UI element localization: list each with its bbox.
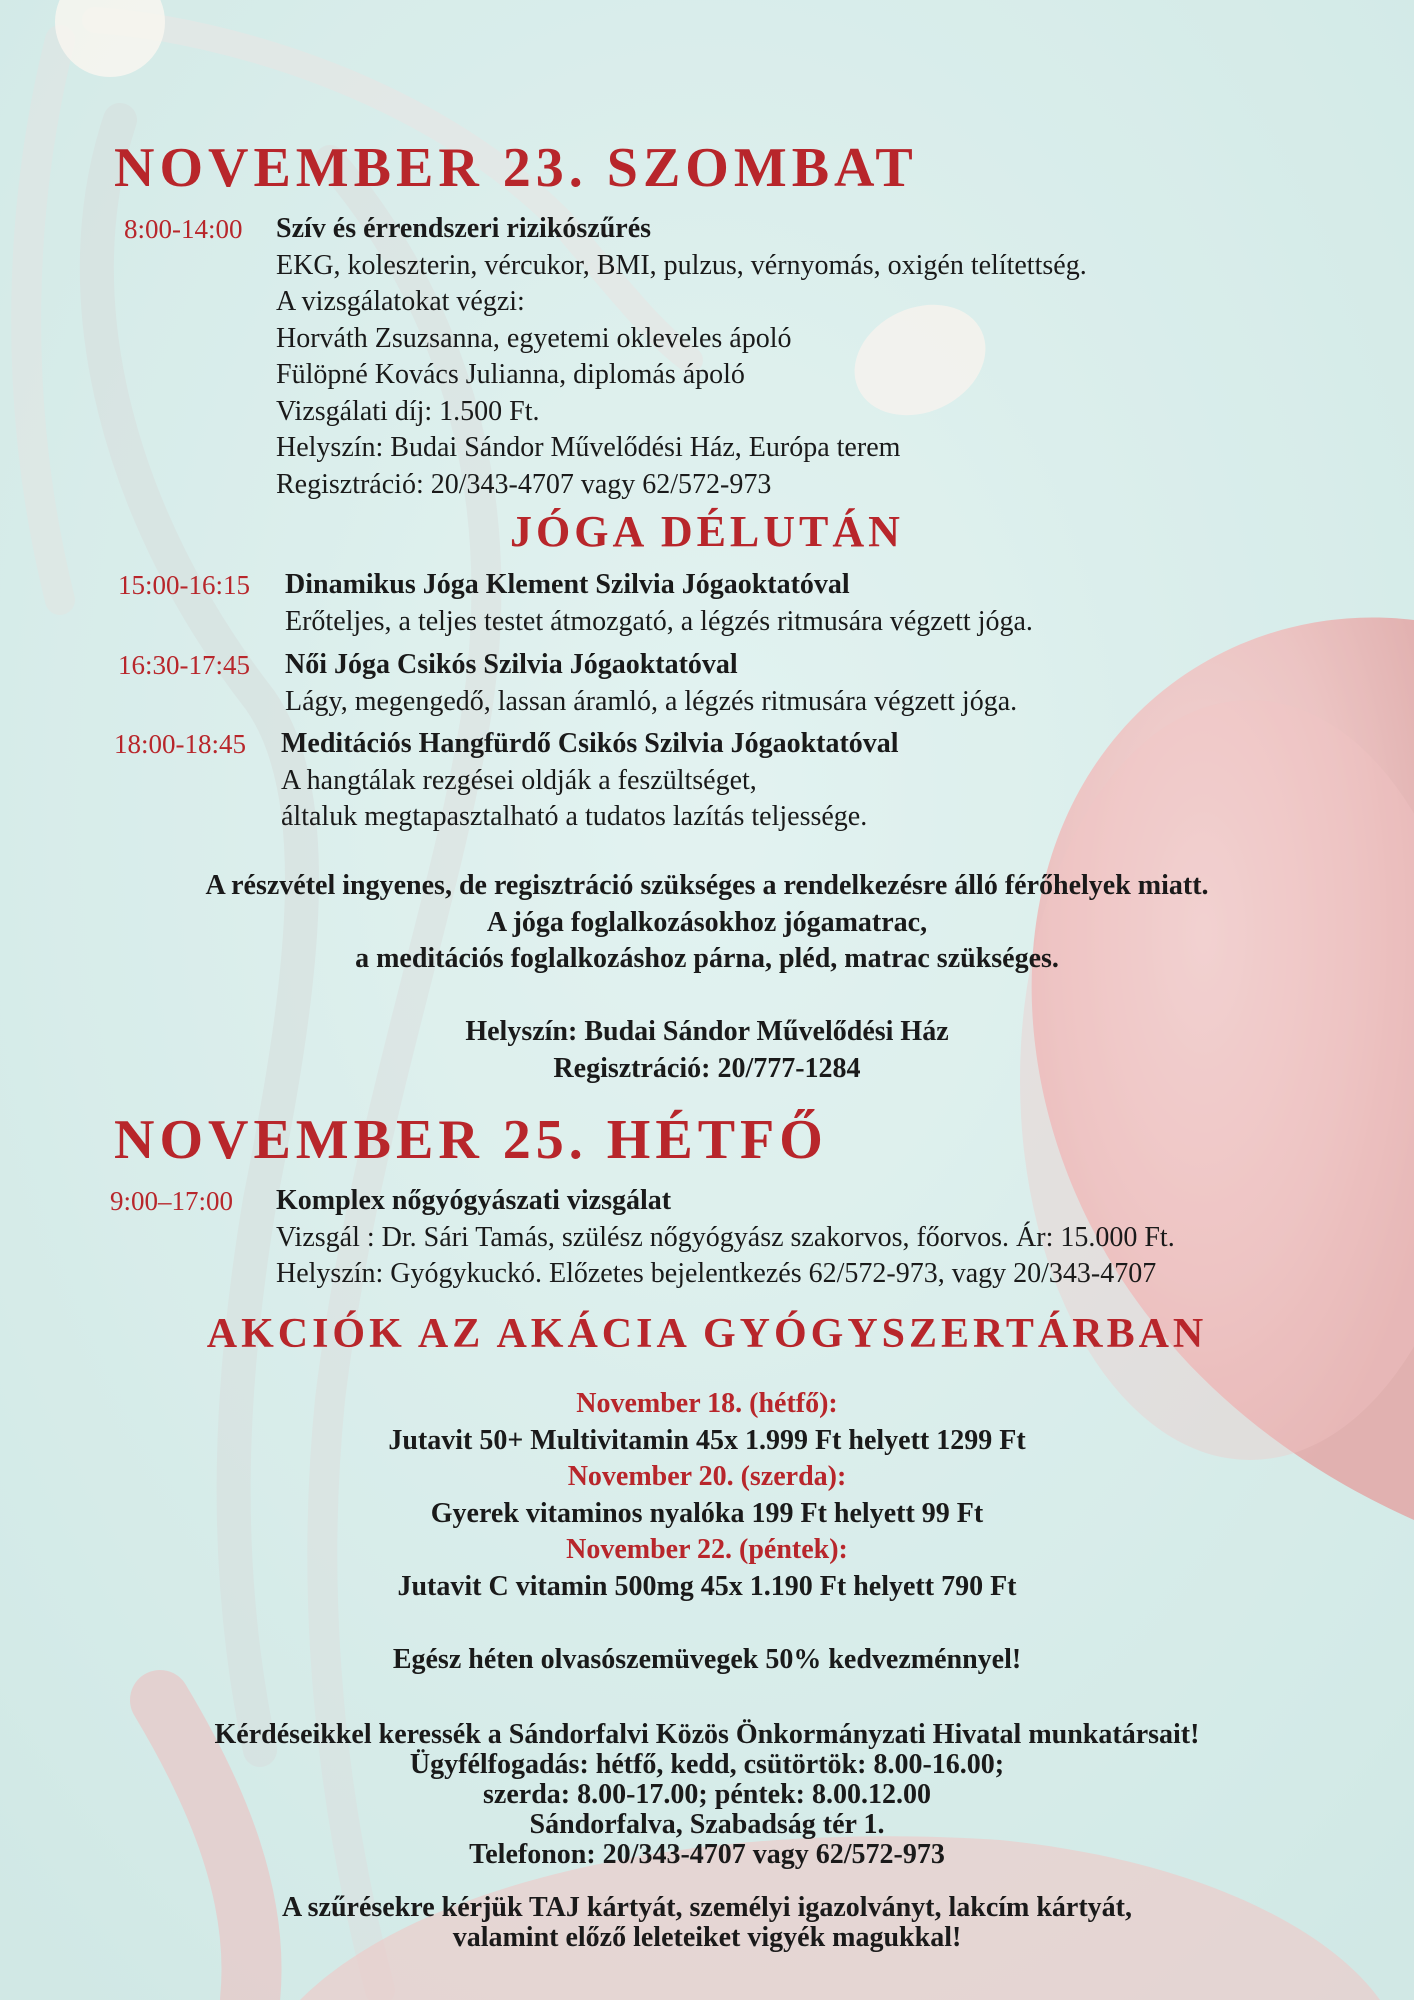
promo-offer: Jutavit 50+ Multivitamin 45x 1.999 Ft helyett 1299 Ft — [388, 1424, 1026, 1456]
screening-line: Fülöpné Kovács Julianna, diplomás ápoló — [276, 359, 745, 390]
screening-line: Vizsgálati díj: 1.500 Ft. — [276, 395, 540, 427]
screening-time: 8:00-14:00 — [124, 214, 243, 244]
day2-heading: NOVEMBER 25. HÉTFŐ — [114, 1109, 828, 1171]
yoga-time: 18:00-18:45 — [114, 729, 246, 759]
day1-heading: NOVEMBER 23. SZOMBAT — [114, 137, 918, 199]
notice-line: a meditációs foglalkozáshoz párna, pléd, matrac szükséges. — [355, 943, 1059, 974]
notice-line: A részvétel ingyenes, de regisztráció szükséges a rendelkezésre álló férőhelyek miatt. — [205, 870, 1209, 901]
weekly-offer — [0, 1642, 1414, 1679]
exam-time: 9:00–17:00 — [110, 1186, 234, 1216]
yoga-title: Dinamikus Jóga Klement Szilvia Jógaoktatóval — [285, 569, 850, 600]
pharmacy-promos — [0, 1386, 1414, 1605]
venue-line: Helyszín: Budai Sándor Művelődési Ház — [465, 1016, 949, 1047]
yoga-desc: Erőteljes, a teljes testet átmozgató, a légzés ritmusára végzett jóga. — [285, 605, 1033, 637]
reminder-line: A szűrésekre kérjük TAJ kártyát, személyi igazolványt, lakcím kártyát, — [281, 1892, 1132, 1923]
weekly-offer-text: Egész héten olvasószemüvegek 50% kedvezménnyel! — [392, 1644, 1022, 1675]
yoga-time: 15:00-16:15 — [118, 570, 250, 600]
screening-line: EKG, koleszterin, vércukor, BMI, pulzus, vérnyomás, oxigén telítettség. — [276, 249, 1087, 281]
pharmacy-heading: AKCIÓK AZ AKÁCIA GYÓGYSZERTÁRBAN — [206, 1311, 1208, 1357]
promo-date: November 20. (szerda): — [567, 1461, 847, 1492]
contact-line: Telefonon: 20/343-4707 vagy 62/572-973 — [469, 1839, 945, 1870]
yoga-title: Meditációs Hangfürdő Csikós Szilvia Jógaoktatóval — [281, 728, 899, 759]
contact-line: Sándorfalva, Szabadság tér 1. — [529, 1809, 885, 1840]
yoga-desc: Lágy, megengedő, lassan áramló, a légzés ritmusára végzett jóga. — [285, 685, 1018, 717]
final-reminder — [0, 1893, 1414, 1953]
yoga-heading: JÓGA DÉLUTÁN — [510, 507, 904, 556]
contact-info — [0, 1720, 1414, 1870]
exam-title: Komplex nőgyógyászati vizsgálat — [276, 1185, 672, 1216]
screening-line: Regisztráció: 20/343-4707 vagy 62/572-973 — [276, 468, 772, 500]
promo-date: November 22. (péntek): — [566, 1534, 848, 1565]
notice-line: A jóga foglalkozásokhoz jógamatrac, — [486, 906, 928, 938]
exam-entry — [276, 1183, 1175, 1293]
yoga-time: 16:30-17:45 — [118, 650, 250, 680]
yoga-session — [281, 726, 899, 836]
yoga-session — [285, 567, 1033, 640]
screening-line: Helyszín: Budai Sándor Művelődési Ház, Európa terem — [276, 432, 901, 463]
contact-line: Kérdéseikkel keressék a Sándorfalvi Közös Önkormányzati Hivatal munkatársait! — [214, 1719, 1200, 1750]
promo-offer: Jutavit C vitamin 500mg 45x 1.190 Ft helyett 790 Ft — [397, 1570, 1017, 1602]
screening-line: A vizsgálatokat végzi: — [276, 286, 525, 317]
yoga-title: Női Jóga Csikós Szilvia Jógaoktatóval — [285, 649, 738, 680]
screening-entry — [276, 211, 1087, 503]
venue-registration — [0, 1014, 1414, 1087]
promo-date: November 18. (hétfő): — [576, 1388, 838, 1419]
registration-line: Regisztráció: 20/777-1284 — [553, 1052, 861, 1084]
participation-notice — [0, 868, 1414, 978]
contact-line: szerda: 8.00-17.00; péntek: 8.00.12.00 — [483, 1779, 931, 1810]
promo-offer: Gyerek vitaminos nyalóka 199 Ft helyett 99 Ft — [430, 1497, 984, 1529]
exam-line: Vizsgál : Dr. Sári Tamás, szülész nőgyógyász szakorvos, főorvos. Ár: 15.000 Ft. — [276, 1221, 1175, 1253]
screening-line: Horváth Zsuzsanna, egyetemi okleveles ápoló — [276, 322, 792, 354]
yoga-session — [285, 647, 1017, 720]
exam-line: Helyszín: Gyógykuckó. Előzetes bejelentkezés 62/572-973, vagy 20/343-4707 — [276, 1258, 1157, 1289]
contact-line: Ügyfélfogadás: hétfő, kedd, csütörtök: 8.00-16.00; — [409, 1749, 1005, 1780]
yoga-desc: általuk megtapasztalható a tudatos lazítás teljessége. — [281, 801, 868, 832]
reminder-line: valamint előző leleteiket vigyék magukkal! — [452, 1922, 962, 1953]
screening-title: Szív és érrendszeri rizikószűrés — [276, 213, 652, 244]
yoga-desc: A hangtálak rezgései oldják a feszültséget, — [281, 764, 757, 796]
